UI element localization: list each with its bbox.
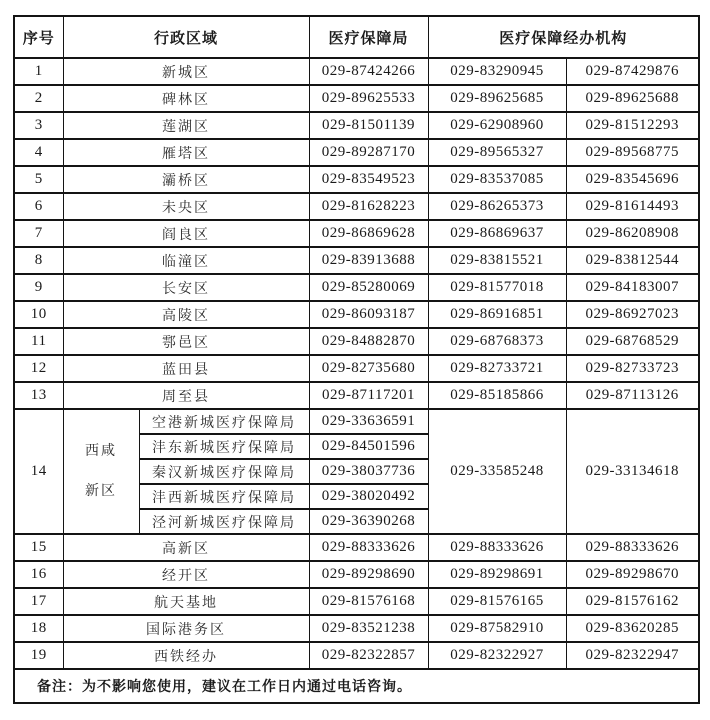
agency-phone-1: 029-87582910 — [428, 615, 566, 642]
table-row — [14, 534, 699, 561]
agency-phone-1: 029-81576165 — [428, 588, 566, 615]
sub-bureau-phone: 029-36390268 — [309, 509, 428, 534]
agency-phone-2: 029-86927023 — [566, 301, 699, 328]
agency-phone-1: 029-88333626 — [428, 534, 566, 561]
header-bureau: 医疗保障局 — [309, 16, 428, 58]
agency-phone-2: 029-89568775 — [566, 139, 699, 166]
agency-phone-2: 029-68768529 — [566, 328, 699, 355]
sub-bureau-name: 空港新城医疗保障局 — [139, 409, 309, 434]
agency-phone-1: 029-83815521 — [428, 247, 566, 274]
region-cell: 灞桥区 — [63, 166, 309, 193]
agency-phone-2: 029-82733723 — [566, 355, 699, 382]
bureau-phone: 029-86093187 — [309, 301, 428, 328]
bureau-phone: 029-83521238 — [309, 615, 428, 642]
region-cell: 蓝田县 — [63, 355, 309, 382]
agency-phone-1: 029-86265373 — [428, 193, 566, 220]
bureau-phone: 029-81576168 — [309, 588, 428, 615]
bureau-phone: 029-81501139 — [309, 112, 428, 139]
note-row — [14, 669, 699, 703]
region-cell: 国际港务区 — [63, 615, 309, 642]
agency-phone-1: 029-85185866 — [428, 382, 566, 409]
xixian-region-line2: 新区 — [85, 483, 117, 499]
agency-phone-1: 029-89298691 — [428, 561, 566, 588]
region-cell-xixian — [63, 409, 139, 534]
agency-phone-2: 029-87429876 — [566, 58, 699, 85]
agency-phone-2: 029-81614493 — [566, 193, 699, 220]
table-row — [14, 166, 699, 193]
region-cell: 航天基地 — [63, 588, 309, 615]
agency-phone-2: 029-87113126 — [566, 382, 699, 409]
region-cell: 西铁经办 — [63, 642, 309, 669]
agency-phone-2: 029-84183007 — [566, 274, 699, 301]
agency-phone-2: 029-88333626 — [566, 534, 699, 561]
xixian-sub-row — [14, 409, 699, 434]
sub-bureau-name: 泾河新城医疗保障局 — [139, 509, 309, 534]
region-cell: 高陵区 — [63, 301, 309, 328]
row-no: 4 — [14, 139, 63, 166]
table-row — [14, 193, 699, 220]
row-no: 12 — [14, 355, 63, 382]
bureau-phone: 029-89625533 — [309, 85, 428, 112]
bureau-phone: 029-82735680 — [309, 355, 428, 382]
bureau-phone: 029-82322857 — [309, 642, 428, 669]
region-cell: 长安区 — [63, 274, 309, 301]
row-no: 17 — [14, 588, 63, 615]
row-no: 14 — [14, 409, 63, 534]
sub-bureau-name: 沣西新城医疗保障局 — [139, 484, 309, 509]
bureau-phone: 029-87117201 — [309, 382, 428, 409]
agency-phone-1: 029-82733721 — [428, 355, 566, 382]
table-row — [14, 274, 699, 301]
table-row — [14, 561, 699, 588]
bureau-phone: 029-84882870 — [309, 328, 428, 355]
table-row — [14, 355, 699, 382]
sub-bureau-phone: 029-33636591 — [309, 409, 428, 434]
bureau-phone: 029-89287170 — [309, 139, 428, 166]
agency-phone-2: 029-89298670 — [566, 561, 699, 588]
header-agency: 医疗保障经办机构 — [428, 16, 699, 58]
agency-phone-2: 029-83620285 — [566, 615, 699, 642]
agency-phone-2: 029-86208908 — [566, 220, 699, 247]
row-no: 15 — [14, 534, 63, 561]
agency-phone-1: 029-33585248 — [428, 409, 566, 534]
row-no: 7 — [14, 220, 63, 247]
bureau-phone: 029-83549523 — [309, 166, 428, 193]
agency-phone-1: 029-83537085 — [428, 166, 566, 193]
row-no: 9 — [14, 274, 63, 301]
table-row — [14, 247, 699, 274]
region-cell: 周至县 — [63, 382, 309, 409]
region-cell: 碑林区 — [63, 85, 309, 112]
agency-phone-1: 029-83290945 — [428, 58, 566, 85]
row-no: 18 — [14, 615, 63, 642]
agency-phone-2: 029-83812544 — [566, 247, 699, 274]
agency-phone-1: 029-82322927 — [428, 642, 566, 669]
sub-bureau-phone: 029-84501596 — [309, 434, 428, 459]
bureau-phone: 029-85280069 — [309, 274, 428, 301]
row-no: 10 — [14, 301, 63, 328]
row-no: 11 — [14, 328, 63, 355]
bureau-phone: 029-83913688 — [309, 247, 428, 274]
row-no: 19 — [14, 642, 63, 669]
agency-phone-1: 029-81577018 — [428, 274, 566, 301]
table-row — [14, 58, 699, 85]
note-text: 备注：为不影响您使用，建议在工作日内通过电话咨询。 — [14, 669, 699, 703]
bureau-phone: 029-88333626 — [309, 534, 428, 561]
table-row — [14, 588, 699, 615]
row-no: 5 — [14, 166, 63, 193]
region-cell: 莲湖区 — [63, 112, 309, 139]
row-no: 3 — [14, 112, 63, 139]
table-row — [14, 642, 699, 669]
agency-phone-1: 029-86869637 — [428, 220, 566, 247]
header-region: 行政区域 — [63, 16, 309, 58]
agency-phone-1: 029-89565327 — [428, 139, 566, 166]
agency-phone-1: 029-86916851 — [428, 301, 566, 328]
row-no: 13 — [14, 382, 63, 409]
agency-phone-2: 029-33134618 — [566, 409, 699, 534]
agency-phone-1: 029-62908960 — [428, 112, 566, 139]
row-no: 8 — [14, 247, 63, 274]
agency-phone-1: 029-89625685 — [428, 85, 566, 112]
phone-directory-table — [13, 15, 700, 704]
bureau-phone: 029-87424266 — [309, 58, 428, 85]
table-row — [14, 85, 699, 112]
region-cell: 雁塔区 — [63, 139, 309, 166]
header-row — [14, 16, 699, 58]
sub-bureau-phone: 029-38037736 — [309, 459, 428, 484]
agency-phone-2: 029-89625688 — [566, 85, 699, 112]
region-cell: 经开区 — [63, 561, 309, 588]
sub-bureau-phone: 029-38020492 — [309, 484, 428, 509]
table-row — [14, 328, 699, 355]
region-cell: 新城区 — [63, 58, 309, 85]
row-no: 6 — [14, 193, 63, 220]
bureau-phone: 029-89298690 — [309, 561, 428, 588]
row-no: 2 — [14, 85, 63, 112]
table-row — [14, 112, 699, 139]
region-cell: 高新区 — [63, 534, 309, 561]
agency-phone-2: 029-83545696 — [566, 166, 699, 193]
agency-phone-1: 029-68768373 — [428, 328, 566, 355]
region-cell: 鄠邑区 — [63, 328, 309, 355]
sub-bureau-name: 秦汉新城医疗保障局 — [139, 459, 309, 484]
region-cell: 阎良区 — [63, 220, 309, 247]
header-no: 序号 — [14, 16, 63, 58]
row-no: 1 — [14, 58, 63, 85]
agency-phone-2: 029-81576162 — [566, 588, 699, 615]
bureau-phone: 029-86869628 — [309, 220, 428, 247]
table-row — [14, 139, 699, 166]
table-row — [14, 382, 699, 409]
bureau-phone: 029-81628223 — [309, 193, 428, 220]
agency-phone-2: 029-82322947 — [566, 642, 699, 669]
xixian-region-line1: 西咸 — [85, 443, 117, 459]
region-cell: 未央区 — [63, 193, 309, 220]
table-row — [14, 220, 699, 247]
sub-bureau-name: 沣东新城医疗保障局 — [139, 434, 309, 459]
agency-phone-2: 029-81512293 — [566, 112, 699, 139]
row-no: 16 — [14, 561, 63, 588]
table-row — [14, 615, 699, 642]
region-cell: 临潼区 — [63, 247, 309, 274]
table-row — [14, 301, 699, 328]
